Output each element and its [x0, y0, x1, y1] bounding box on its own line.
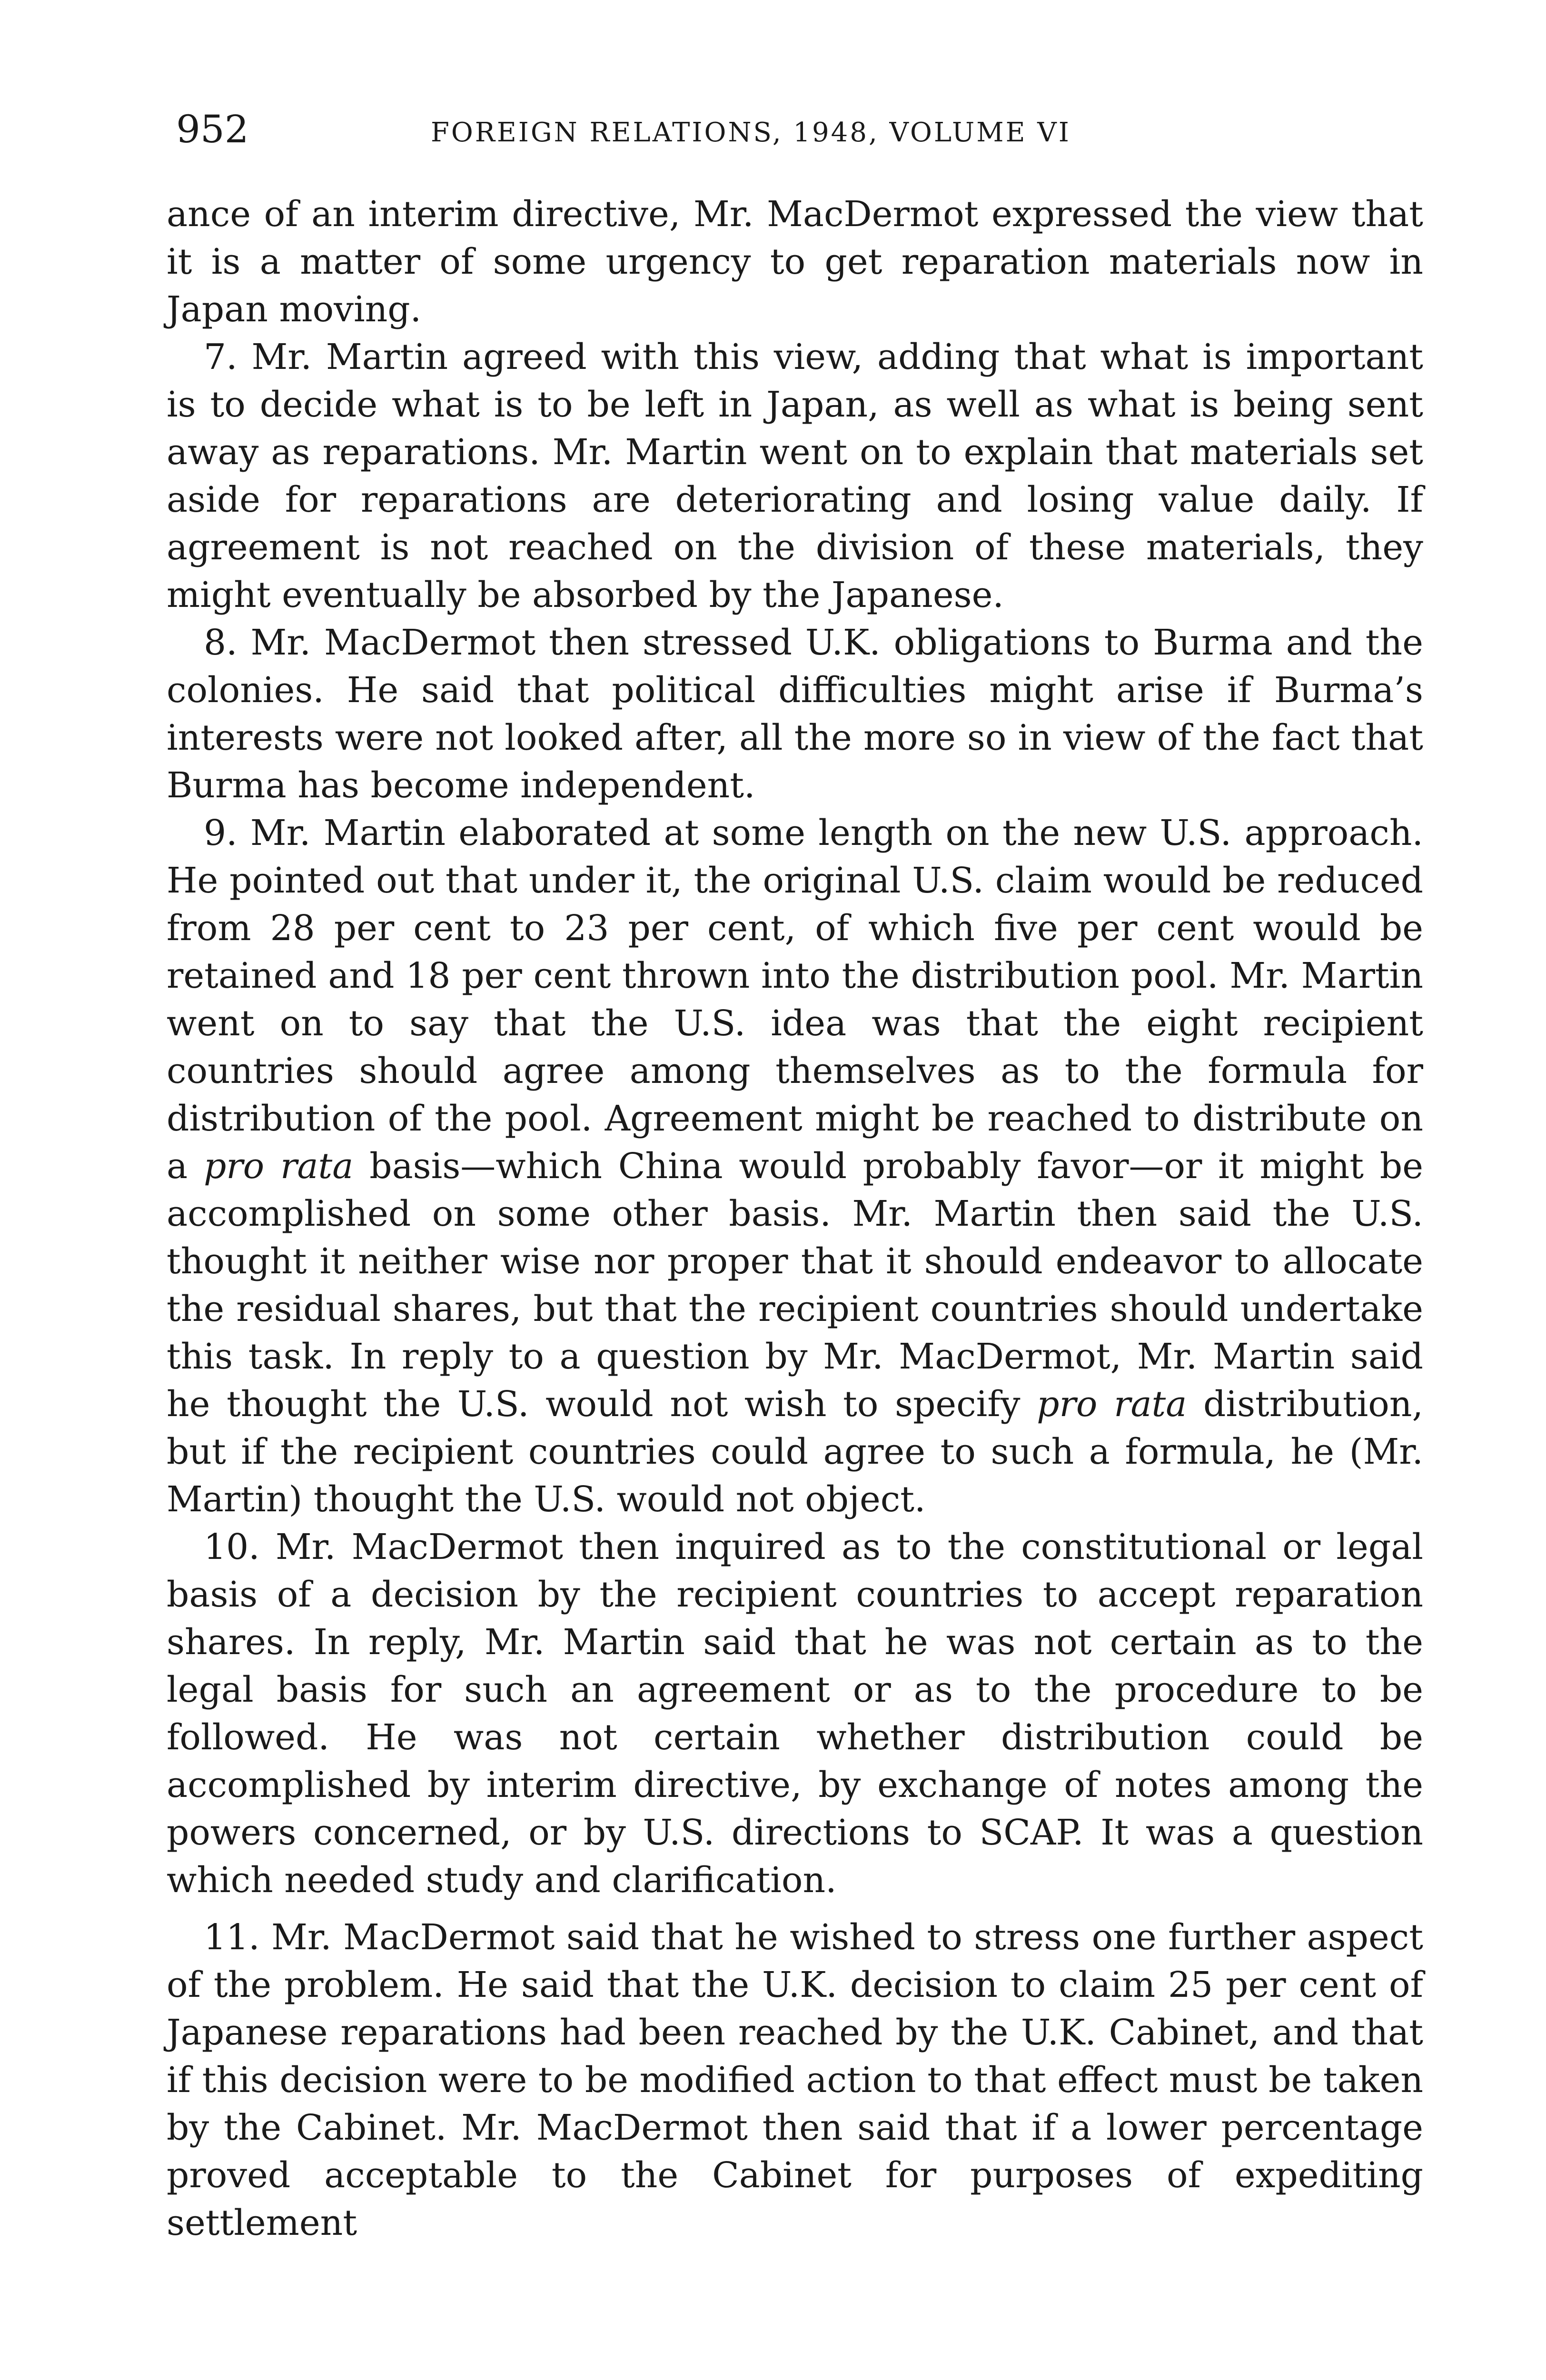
- document-page: [167, 0, 1423, 2380]
- running-title: FOREIGN RELATIONS, 1948, VOLUME VI: [431, 117, 1071, 148]
- running-header: [167, 106, 1423, 153]
- paragraph-10: 10. Mr. MacDermot then inquired as to the constitutional or legal basis of a decision by the recipient countries to accept reparation shares. In reply, Mr. Martin said that he was not certain as to the legal basis for such an agreement or as to the procedure to be followed. He was not certain whether distribution could be accomplished by interim directive, by exchange of notes among the powers concerned, or by U.S. directions to SCAP. It was a question which needed study and clarification.: [167, 1527, 1423, 1901]
- paragraph-9-part-3: distribution, but if the recipient countries could agree to such a formula, he (Mr. Martin) thought the U.S. would not object.: [167, 1384, 1423, 1520]
- pro-rata-italic-1: pro rata: [203, 1146, 354, 1187]
- paragraph-11: 11. Mr. MacDermot said that he wished to stress one further aspect of the problem. He said that the U.K. decision to claim 25 per cent of Japanese reparations had been reached by the U.K. Cabinet, and that if this decision were to be modified action to that effect must be taken by the Cabinet. Mr. MacDermot then said that if a lower percentage proved acceptable to the Cabinet for purposes of expediting settlement: [167, 1917, 1423, 2243]
- paragraph-continuation: ance of an interim directive, Mr. MacDermot expressed the view that it is a matter of some urgency to get reparation materials now in Japan moving.: [167, 194, 1423, 330]
- paragraph-9-part-2: basis—which China would probably favor—or it might be accomplished on some other basis. Mr. Martin then said the U.S. thought it neither wise nor proper that it should endeavor to allocate the residual shares, but that the recipient countries should undertake this task. In reply to a question by Mr. MacDermot, Mr. Martin said he thought the U.S. would not wish to specify: [167, 1146, 1423, 1425]
- paragraph-9: [167, 809, 1423, 1523]
- pro-rata-italic-2: pro rata: [1037, 1384, 1187, 1425]
- paragraph-8: 8. Mr. MacDermot then stressed U.K. obligations to Burma and the colonies. He said that political difficulties might arise if Burma’s interests were not looked after, all the more so in view of the fact that Burma has become independent.: [167, 622, 1423, 806]
- paragraph-7: 7. Mr. Martin agreed with this view, adding that what is important is to decide what is to be left in Japan, as well as what is being sent away as reparations. Mr. Martin went on to explain that materials set aside for reparations are deteriorating and losing value daily. If agreement is not reached on the division of these materials, they might eventually be absorbed by the Japanese.: [167, 337, 1423, 615]
- body-text: [167, 190, 1423, 2247]
- page-number: 952: [176, 107, 249, 151]
- paragraph-9-part-1: 9. Mr. Martin elaborated at some length on the new U.S. approach. He pointed out that under it, the original U.S. claim would be reduced from 28 per cent to 23 per cent, of which five per cent would be retained and 18 per cent thrown into the distribution pool. Mr. Martin went on to say that the U.S. idea was that the eight recipient countries should agree among themselves as to the formula for distribution of the pool. Agreement might be reached to distribute on a: [167, 813, 1423, 1187]
